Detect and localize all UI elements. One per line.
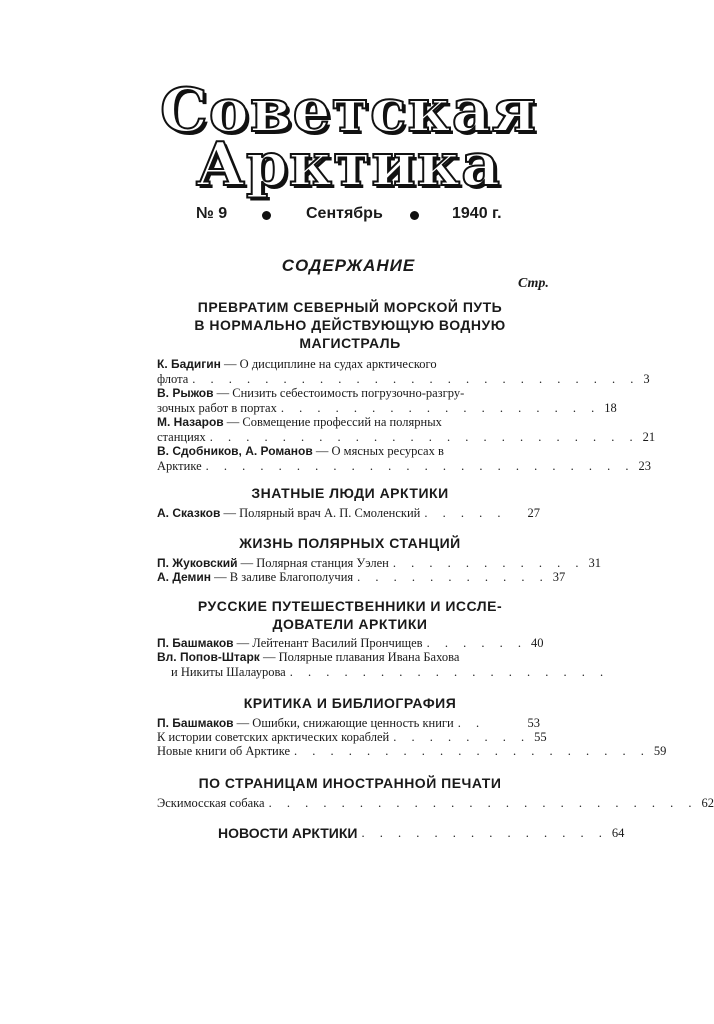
- toc-entry: Эскимосская собака . . . . . . . . . . . . . . . . . . . . . . . . 62: [157, 796, 714, 810]
- issue-year: 1940 г.: [452, 205, 502, 222]
- masthead-title-line1: Советская: [160, 76, 537, 146]
- contents-heading: СОДЕРЖАНИЕ: [281, 256, 416, 275]
- toc-entry: В. Сдобников, А. Романов — О мясных ресурсах в Арктике . . . . . . . . . . . . . . . . . . . . . . . . 23: [157, 444, 652, 473]
- toc-entry: М. Назаров — Совмещение профессий на полярных станциях . . . . . . . . . . . . . . . . . . . . . . . . 21: [157, 415, 656, 444]
- toc-entry: К. Бадигин — О дисциплине на судах арктического флота . . . . . . . . . . . . . . . . . . . . . . . . . 3: [157, 357, 650, 386]
- toc-entry: А. Сказков — Полярный врач А. П. Смоленский . . . . . 27: [157, 506, 540, 520]
- section-heading: ЗНАТНЫЕ ЛЮДИ АРКТИКИ: [251, 485, 449, 501]
- masthead-title-line2: Арктика: [195, 130, 502, 200]
- toc-entry: Вл. Попов-Штарк — Полярные плавания Ивана Бахова и Никиты Шалаурова . . . . . . . . . . . . . . . . . .: [157, 650, 610, 679]
- toc-entry-news: НОВОСТИ АРКТИКИ . . . . . . . . . . . . . . 64: [218, 825, 625, 841]
- bullet-icon: [410, 211, 419, 220]
- issue-number: № 9: [196, 205, 228, 222]
- section-heading: ЖИЗНЬ ПОЛЯРНЫХ СТАНЦИЙ: [239, 535, 461, 551]
- section-heading: ПО СТРАНИЦАМ ИНОСТРАННОЙ ПЕЧАТИ: [198, 775, 502, 791]
- toc-entry: К истории советских арктических кораблей . . . . . . . . 55: [157, 730, 547, 744]
- toc-entry: А. Демин — В заливе Благополучия . . . . . . . . . . . 37: [157, 570, 566, 584]
- section-heading: КРИТИКА И БИБЛИОГРАФИЯ: [243, 695, 457, 711]
- issue-line: [0, 205, 697, 229]
- toc-entry: П. Башмаков — Ошибки, снижающие ценность книги . . 53: [157, 716, 540, 730]
- toc-entry: П. Башмаков — Лейтенант Василий Прончищев . . . . . . 40: [157, 636, 544, 650]
- section-heading: РУССКИЕ ПУТЕШЕСТВЕННИКИ И ИССЛЕ- ДОВАТЕЛИ АРКТИКИ: [197, 598, 503, 632]
- toc-entry: В. Рыжов — Снизить себестоимость погрузочно-разгру- зочных работ в портах . . . . . . . . . . . . . . . . . . 18: [157, 386, 617, 415]
- section-heading: ПРЕВРАТИМ СЕВЕРНЫЙ МОРСКОЙ ПУТЬ В НОРМАЛЬНО ДЕЙСТВУЮЩУЮ ВОДНУЮ МАГИСТРАЛЬ: [194, 299, 506, 351]
- page-column-label: Стр.: [518, 276, 549, 291]
- issue-month: Сентябрь: [306, 205, 383, 222]
- toc-entry: П. Жуковский — Полярная станция Уэлен . . . . . . . . . . . 31: [157, 556, 601, 570]
- toc-entry: Новые книги об Арктике . . . . . . . . . . . . . . . . . . . . 59: [157, 744, 667, 758]
- bullet-icon: [262, 211, 271, 220]
